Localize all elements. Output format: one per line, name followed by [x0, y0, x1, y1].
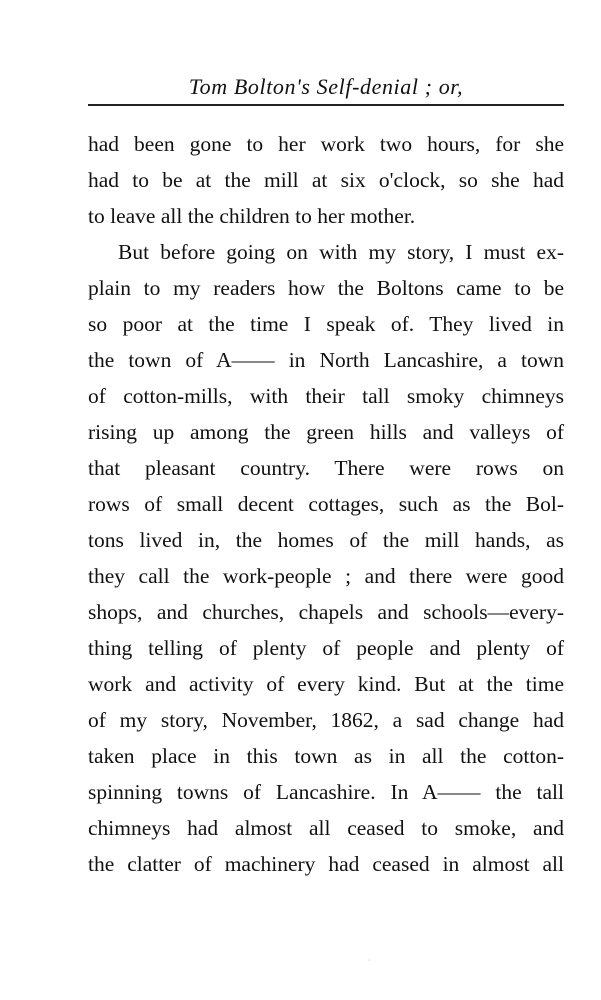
text-line: rows of small decent cottages, such as the Bol- [88, 492, 564, 516]
running-head: Tom Bolton's Self-denial ; or, [188, 74, 464, 99]
text-line: of my story, November, 1862, a sad change had [88, 708, 564, 732]
paragraph-first-line: But before going on with my story, I must ex- [118, 240, 564, 264]
text-line: so poor at the time I speak of. They lived in [88, 312, 564, 336]
text-line: tons lived in, the homes of the mill hands, as [88, 528, 564, 552]
text-line: had to be at the mill at six o'clock, so she had [88, 168, 564, 192]
text-line: rising up among the green hills and valleys of [88, 420, 564, 444]
text-line: had been gone to her work two hours, for she [88, 132, 564, 156]
text-line: of cotton-mills, with their tall smoky chimneys [88, 384, 564, 408]
text-line: they call the work-people ; and there were good [88, 564, 564, 588]
text-line: to leave all the children to her mother. [88, 204, 416, 228]
body-text [88, 126, 564, 882]
page-speck: · [368, 956, 371, 965]
text-line: work and activity of every kind. But at the time [88, 672, 564, 696]
text-line: the clatter of machinery had ceased in almost all [88, 852, 564, 876]
text-line: shops, and churches, chapels and schools—every- [88, 600, 564, 624]
text-line: the town of A—— in North Lancashire, a town [88, 348, 564, 372]
text-line: that pleasant country. There were rows on [88, 456, 564, 480]
text-line: taken place in this town as in all the cotton- [88, 744, 564, 768]
text-line: thing telling of plenty of people and plenty of [88, 636, 564, 660]
text-line: chimneys had almost all ceased to smoke, and [88, 816, 564, 840]
header-rule [88, 104, 564, 106]
text-line: spinning towns of Lancashire. In A—— the tall [88, 780, 564, 804]
text-line: plain to my readers how the Boltons came to be [88, 276, 564, 300]
